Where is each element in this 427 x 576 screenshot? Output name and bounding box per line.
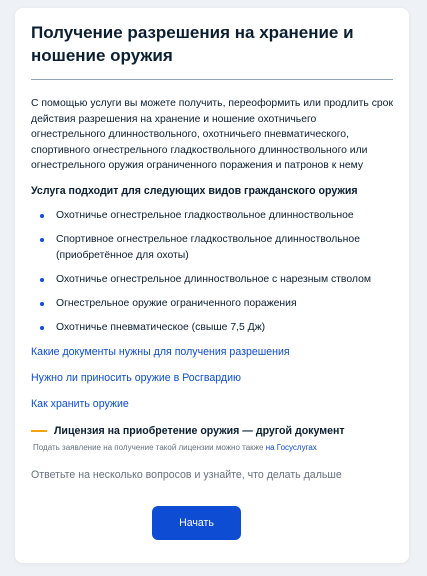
note-text-body: Подать заявление на получение такой лицензии можно также <box>33 442 266 452</box>
weapons-list <box>31 208 393 336</box>
gosuslugi-link[interactable]: на Госуслугах <box>265 442 317 452</box>
bullet-icon <box>40 302 44 306</box>
documents-link[interactable]: Какие документы нужны для получения разрешения <box>31 345 290 358</box>
list-item <box>31 320 393 336</box>
page-title: Получение разрешения на хранение и ношение оружия <box>31 23 354 65</box>
bullet-icon <box>40 214 44 218</box>
list-item-text: Охотничье огнестрельное гладкоствольное длинноствольное <box>56 209 354 221</box>
service-description: С помощью услуги вы можете получить, переоформить или продлить срок действия разрешения на хранение и ношение охотничьего огнестрельного длинноствольного, охотничьего пневматического, спортивного огнестрельного гладкоствольного длинноствольного или огнестрельного оружия ограниченного поражения и патронов к нему <box>31 98 394 172</box>
storage-link[interactable]: Как хранить оружие <box>31 397 129 410</box>
questionnaire-prompt: Ответьте на несколько вопросов и узнайте, что делать дальше <box>31 468 342 481</box>
bullet-icon <box>40 326 44 330</box>
list-item-text: Огнестрельное оружие ограниченного поражения <box>56 298 297 310</box>
list-item-text: Охотничье огнестрельное длинноствольное с нарезным стволом <box>56 273 371 285</box>
note-title: Лицензия на приобретение оружия — другой документ <box>54 424 345 437</box>
divider <box>31 79 393 80</box>
list-item-text: Спортивное огнестрельное гладкоствольное длинноствольное (приобретённое для охоты) <box>56 234 360 261</box>
start-button[interactable]: Начать <box>152 506 241 540</box>
list-item-text: Охотничье пневматическое (свыше 7,5 Дж) <box>56 322 266 334</box>
bullet-icon <box>40 278 44 282</box>
list-item <box>31 272 393 288</box>
note-marker-icon <box>31 430 47 432</box>
note-title-row <box>31 424 393 439</box>
note-text <box>31 441 393 454</box>
weapons-heading: Услуга подходит для следующих видов гражданского оружия <box>31 184 358 197</box>
list-item <box>31 208 393 224</box>
list-item <box>31 232 393 263</box>
license-note <box>31 424 393 454</box>
bullet-icon <box>40 238 44 242</box>
service-card <box>15 8 409 563</box>
list-item <box>31 296 393 312</box>
bring-weapon-link[interactable]: Нужно ли приносить оружие в Росгвардию <box>31 371 241 384</box>
